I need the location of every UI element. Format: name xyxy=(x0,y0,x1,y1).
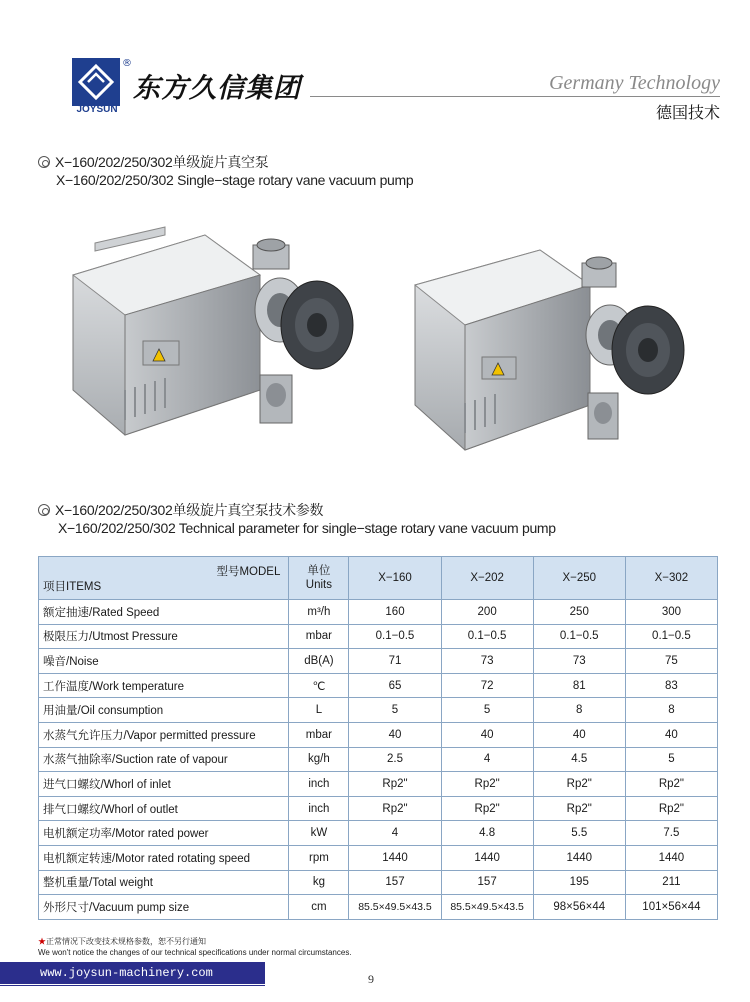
row-value-cell: 1440 xyxy=(349,845,441,870)
row-item-label: 电机额定功率/Motor rated power xyxy=(39,821,289,846)
row-item-label: 噪音/Noise xyxy=(39,649,289,674)
section2-subtitle xyxy=(58,520,556,536)
row-value-cell: Rp2" xyxy=(533,796,625,821)
row-value-cell: 1440 xyxy=(533,845,625,870)
row-value-cell: Rp2" xyxy=(625,796,717,821)
row-item-label: 外形尺寸/Vacuum pump size xyxy=(39,895,289,920)
row-unit: dB(A) xyxy=(289,649,349,674)
row-value-cell: 250 xyxy=(533,600,625,625)
row-value-cell: 0.1−0.5 xyxy=(533,624,625,649)
section2-title-cn: X−160/202/250/302单级旋片真空泵技术参数 xyxy=(55,502,324,518)
row-value-cell: 211 xyxy=(625,870,717,895)
website-url: www.joysun-machinery.com xyxy=(40,966,213,980)
table-row xyxy=(39,624,718,649)
brand-name-cn: 东方久信集团 xyxy=(133,73,301,104)
row-value-cell: 195 xyxy=(533,870,625,895)
table-row xyxy=(39,722,718,747)
spec-table xyxy=(38,556,718,920)
row-item-label: 水蒸气允许压力/Vapor permitted pressure xyxy=(39,722,289,747)
row-value-cell: 2.5 xyxy=(349,747,441,772)
model-header-x202: X−202 xyxy=(441,557,533,600)
units-label-cn: 单位 xyxy=(307,565,331,577)
row-value-cell: 0.1−0.5 xyxy=(349,624,441,649)
items-label: 项目ITEMS xyxy=(43,581,102,593)
row-unit: L xyxy=(289,698,349,723)
row-value-cell: Rp2" xyxy=(349,772,441,797)
row-unit: inch xyxy=(289,772,349,797)
model-label: 型号MODEL xyxy=(216,566,281,578)
tagline-cn: 德国技术 xyxy=(655,103,720,122)
row-value-cell: 72 xyxy=(441,673,533,698)
table-row xyxy=(39,698,718,723)
row-value-cell: 8 xyxy=(533,698,625,723)
spec-table-body xyxy=(39,600,718,920)
row-value-cell: 40 xyxy=(441,722,533,747)
row-value-cell: 5 xyxy=(625,747,717,772)
row-value-cell: 65 xyxy=(349,673,441,698)
row-value-cell: 81 xyxy=(533,673,625,698)
section1-title xyxy=(38,152,268,172)
page-header xyxy=(0,0,750,135)
row-value-cell: 4 xyxy=(349,821,441,846)
row-value-cell: 73 xyxy=(441,649,533,674)
table-row xyxy=(39,796,718,821)
row-value-cell: 98×56×44 xyxy=(533,895,625,920)
row-unit: m³/h xyxy=(289,600,349,625)
header-model-items-cell xyxy=(39,557,289,600)
row-unit: kW xyxy=(289,821,349,846)
row-item-label: 进气口螺纹/Whorl of inlet xyxy=(39,772,289,797)
row-unit: kg/h xyxy=(289,747,349,772)
row-item-label: 极限压力/Utmost Pressure xyxy=(39,624,289,649)
row-value-cell: 40 xyxy=(533,722,625,747)
double-circle-icon xyxy=(38,504,50,516)
row-item-label: 排气口螺纹/Whorl of outlet xyxy=(39,796,289,821)
row-value-cell: Rp2" xyxy=(625,772,717,797)
table-row xyxy=(39,845,718,870)
table-row xyxy=(39,747,718,772)
model-header-x250: X−250 xyxy=(533,557,625,600)
tagline-en: Germany Technology xyxy=(549,72,720,94)
logo-wordmark: JOYSUN xyxy=(76,104,118,115)
row-item-label: 整机重量/Total weight xyxy=(39,870,289,895)
row-item-label: 电机额定转速/Motor rated rotating speed xyxy=(39,845,289,870)
row-value-cell: 5.5 xyxy=(533,821,625,846)
row-value-cell: 71 xyxy=(349,649,441,674)
section1-title-en: X−160/202/250/302 Single−stage rotary vane vacuum pump xyxy=(56,172,414,188)
row-value-cell: 85.5×49.5×43.5 xyxy=(349,895,441,920)
section1-title-cn: X−160/202/250/302单级旋片真空泵 xyxy=(55,154,269,170)
row-value-cell: 0.1−0.5 xyxy=(441,624,533,649)
row-value-cell: 5 xyxy=(349,698,441,723)
row-value-cell: 200 xyxy=(441,600,533,625)
table-row xyxy=(39,870,718,895)
footnote-en: We won't notice the changes of our technical specifications under normal circumstances. xyxy=(38,948,352,957)
row-unit: mbar xyxy=(289,624,349,649)
row-unit: rpm xyxy=(289,845,349,870)
table-row xyxy=(39,649,718,674)
row-item-label: 水蒸气抽除率/Suction rate of vapour xyxy=(39,747,289,772)
row-value-cell: 5 xyxy=(441,698,533,723)
row-value-cell: 4 xyxy=(441,747,533,772)
row-value-cell: 85.5×49.5×43.5 xyxy=(441,895,533,920)
pump-photo-left xyxy=(55,215,355,450)
double-circle-icon xyxy=(38,156,50,168)
star-icon: ★ xyxy=(38,937,46,946)
row-unit: ℃ xyxy=(289,673,349,698)
row-value-cell: 83 xyxy=(625,673,717,698)
row-value-cell: 300 xyxy=(625,600,717,625)
section2-title-en: X−160/202/250/302 Technical parameter for single−stage rotary vane vacuum pump xyxy=(58,520,556,536)
table-row xyxy=(39,772,718,797)
row-value-cell: Rp2" xyxy=(441,772,533,797)
registered-mark: ® xyxy=(122,58,132,69)
table-row xyxy=(39,600,718,625)
row-value-cell: 40 xyxy=(625,722,717,747)
company-logo xyxy=(72,58,120,106)
row-value-cell: 0.1−0.5 xyxy=(625,624,717,649)
row-value-cell: 157 xyxy=(441,870,533,895)
pump-photo-right xyxy=(400,235,690,470)
row-value-cell: 40 xyxy=(349,722,441,747)
table-header-row xyxy=(39,557,718,600)
units-header xyxy=(289,557,349,600)
section1-subtitle xyxy=(56,172,413,188)
row-value-cell: 73 xyxy=(533,649,625,674)
model-header-x302: X−302 xyxy=(625,557,717,600)
section2-title xyxy=(38,500,323,520)
header-divider xyxy=(310,96,720,97)
footer-underline xyxy=(0,985,265,986)
row-unit: kg xyxy=(289,870,349,895)
row-value-cell: 4.5 xyxy=(533,747,625,772)
table-row xyxy=(39,673,718,698)
footnote-cn: 正常情况下改变技术规格参数，恕不另行通知 xyxy=(46,937,206,946)
row-value-cell: 7.5 xyxy=(625,821,717,846)
row-value-cell: Rp2" xyxy=(441,796,533,821)
row-value-cell: 157 xyxy=(349,870,441,895)
footnote xyxy=(38,936,352,958)
row-unit: cm xyxy=(289,895,349,920)
row-item-label: 额定抽速/Rated Speed xyxy=(39,600,289,625)
row-item-label: 用油量/Oil consumption xyxy=(39,698,289,723)
row-value-cell: 101×56×44 xyxy=(625,895,717,920)
row-value-cell: 1440 xyxy=(625,845,717,870)
row-value-cell: 160 xyxy=(349,600,441,625)
row-value-cell: 75 xyxy=(625,649,717,674)
row-value-cell: Rp2" xyxy=(349,796,441,821)
row-item-label: 工作温度/Work temperature xyxy=(39,673,289,698)
row-value-cell: 4.8 xyxy=(441,821,533,846)
model-header-x160: X−160 xyxy=(349,557,441,600)
table-row xyxy=(39,821,718,846)
row-value-cell: 1440 xyxy=(441,845,533,870)
units-label-en: Units xyxy=(305,579,332,591)
row-value-cell: 8 xyxy=(625,698,717,723)
row-value-cell: Rp2" xyxy=(533,772,625,797)
table-row xyxy=(39,895,718,920)
row-unit: inch xyxy=(289,796,349,821)
page-number: 9 xyxy=(368,972,374,986)
row-unit: mbar xyxy=(289,722,349,747)
